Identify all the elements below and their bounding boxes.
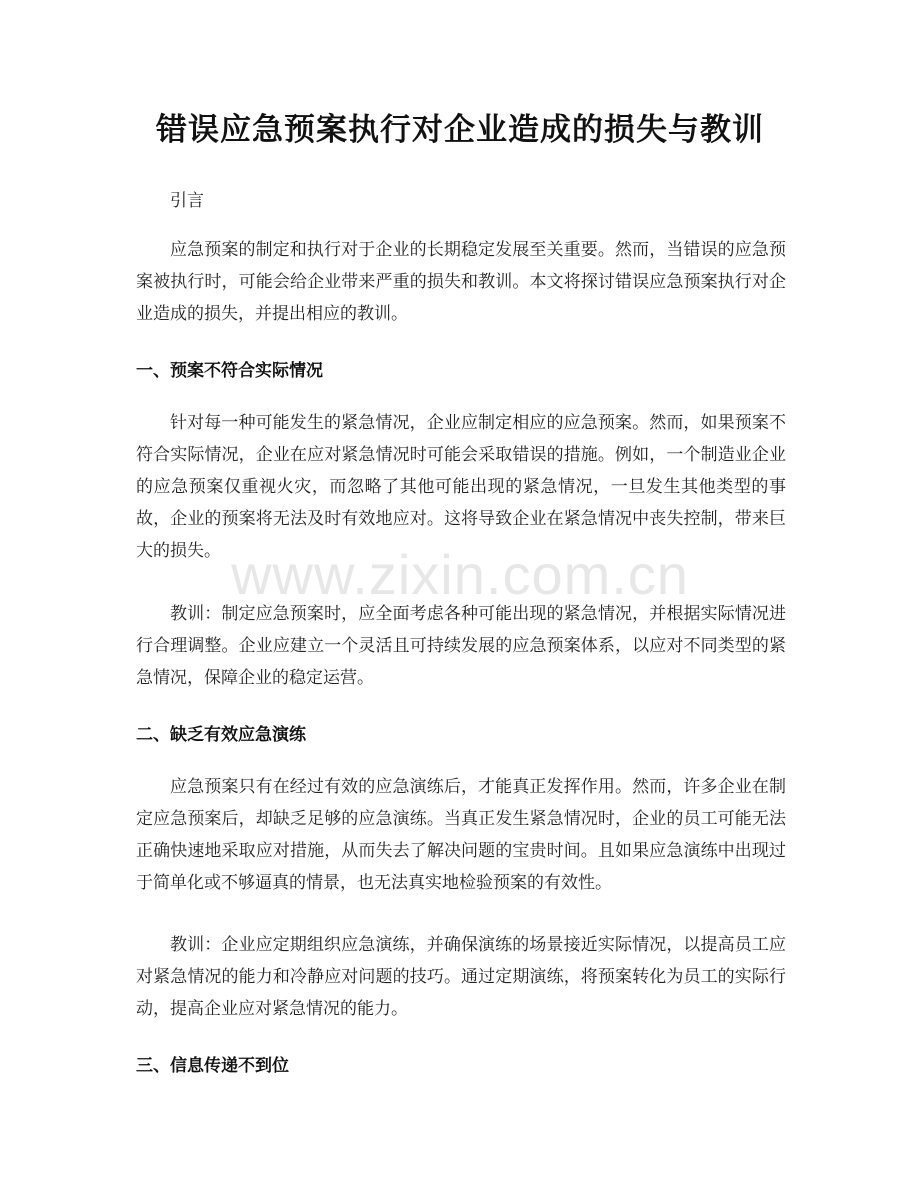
section-2-paragraph: 应急预案只有在经过有效的应急演练后，才能真正发挥作用。然而，许多企业在制定应急预案后，却缺乏足够的应急演练。当真正发生紧急情况时，企业的员工可能无法正确快速地采取应对措施，从而失去了解决问题的宝贵时间。且如果应急演练中出现过于简单化或不够逼真的情景，也无法真实地检验预案的有效性。 xyxy=(136,777,786,893)
section-1-paragraph: 针对每一种可能发生的紧急情况，企业应制定相应的应急预案。然而，如果预案不符合实际情况，企业在应对紧急情况时可能会采取错误的措施。例如，一个制造业企业的应急预案仅重视火灾，而忽略了其他可能出现的紧急情况，一旦发生其他类型的事故，企业的预案将无法及时有效地应对。这将导致企业在紧急情况中丧失控制，带来巨大的损失。 xyxy=(136,413,786,561)
intro-label: 引言 xyxy=(170,191,204,211)
section-1-lesson: 教训：制定应急预案时，应全面考虑各种可能出现的紧急情况，并根据实际情况进行合理调整。企业应建立一个灵活且可持续发展的应急预案体系，以应对不同类型的紧急情况，保障企业的稳定运营。 xyxy=(136,604,786,688)
section-2-heading: 二、缺乏有效应急演练 xyxy=(136,725,306,745)
document-title: 错误应急预案执行对企业造成的损失与教训 xyxy=(156,112,764,148)
section-2-lesson: 教训：企业应定期组织应急演练，并确保演练的场景接近实际情况，以提高员工应对紧急情况的能力和冷静应对问题的技巧。通过定期演练，将预案转化为员工的实际行动，提高企业应对紧急情况的能力。 xyxy=(136,935,786,1019)
watermark: www.zixin.com.cn xyxy=(231,543,689,606)
section-3-heading: 三、信息传递不到位 xyxy=(136,1056,289,1076)
section-1-heading: 一、预案不符合实际情况 xyxy=(136,361,323,381)
intro-paragraph: 应急预案的制定和执行对于企业的长期稳定发展至关重要。然而，当错误的应急预案被执行时，可能会给企业带来严重的损失和教训。本文将探讨错误应急预案执行对企业造成的损失，并提出相应的教训。 xyxy=(136,240,786,324)
